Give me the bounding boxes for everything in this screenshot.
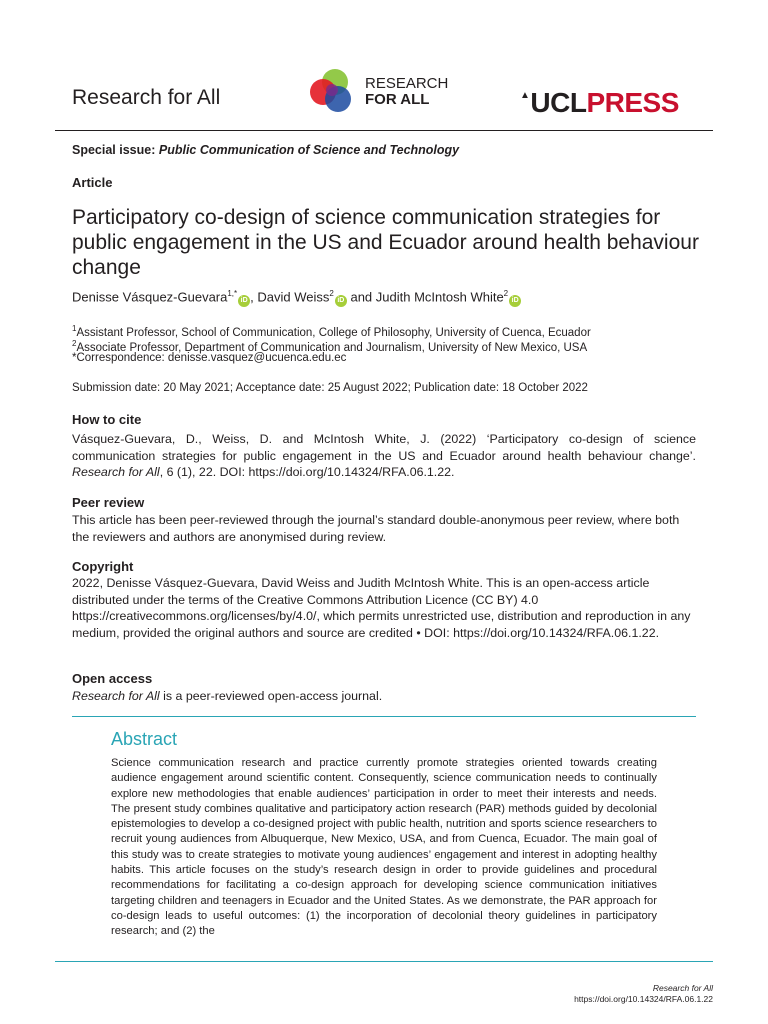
citation-journal: Research for All [72,465,160,479]
ucl-dome-icon: ▲ [520,90,530,101]
author-sup: 2 [503,289,509,298]
header-divider [55,130,713,131]
how-to-cite-text [72,431,696,481]
orcid-icon[interactable]: iD [238,295,250,307]
journal-name: Research for All [72,86,221,109]
article-title: Participatory co-design of science communication strategies for public engagement in the US and Ecuador around health behaviour change [72,206,699,279]
footer-doi[interactable]: https://doi.org/10.14324/RFA.06.1.22 [574,994,713,1004]
ucl-press-logo [520,80,679,119]
author-list [72,289,521,307]
open-access-text [72,688,696,705]
orcid-icon[interactable]: iD [335,295,347,307]
copyright-heading: Copyright [72,559,134,574]
open-access-journal: Research for All [72,689,160,703]
citation-text: Vásquez-Guevara, D., Weiss, D. and McIntosh White, J. (2022) ‘Participatory co-design of science communication strategies for public engagement in the US and Ecuador around health behaviour change’. [72,432,696,463]
author-sup: 2 [329,289,334,298]
circles-logo-icon [305,66,365,116]
logo-line-1: RESEARCH [365,75,449,92]
abstract-text: Science communication research and practice currently promote strategies oriented towards creating audience engagement around scientific content. Consequently, science communication needs to continually explore new methodologies that enable audiences’ participation in order to meet their interests and needs. The present study combines qualitative and participatory action research (PAR) methods guided by decolonial epistemologies to develop a co-designed project with public health, nutrition and sports science researchers to recruit young audiences from Albuquerque, New Mexico, USA, and from Cuenca, Ecuador. The main goal of this study was to create strategies to motivate young audiences’ engagement and interest in adopting healthy habits. This article focuses on the study’s research design in order to provide guidelines and procedural recommendations for facilitating a co-design approach for developing science communication initiatives targeting children and teenagers in Ecuador and the United States. As we demonstrate, the PAR approach for co-design leads to useful outcomes: (1) the incorporation of decolonial theory guidelines in participatory research; and (2) the [111,757,657,938]
affiliation-text: Assistant Professor, School of Communication, College of Philosophy, University of Cuenca, Ecuador [76,326,591,339]
orcid-icon[interactable]: iD [509,295,521,307]
affiliation-sup: 2 [72,339,77,348]
special-issue-label: Special issue: [72,143,156,157]
author-separator: , [250,289,258,305]
abstract-bottom-rule [55,961,713,962]
publication-dates: Submission date: 20 May 2021; Acceptance date: 25 August 2022; Publication date: 18 October 2022 [72,382,588,394]
affiliation-text: Associate Professor, Department of Communication and Journalism, University of New Mexico, USA [76,341,588,354]
press-text: PRESS [586,87,679,118]
open-access-description: is a peer-reviewed open-access journal. [159,689,383,703]
affiliation-sup: 1 [72,324,77,333]
abstract-heading: Abstract [111,729,178,749]
copyright-text: 2022, Denisse Vásquez-Guevara, David Weiss and Judith McIntosh White. This is an open-access article distributed under the terms of the Creative Commons Attribution Licence (CC BY) 4.0 https://creativecommons.org/licenses/by/4.0/, which permits unrestricted use, distribution and reproduction in any medium, provided the original authors and source are credited • DOI: https://doi.org/10.14324/RFA.06.1.22. [72,576,691,640]
citation-doi[interactable]: , 6 (1), 22. DOI: https://doi.org/10.14324/RFA.06.1.22. [159,465,455,479]
author-separator: and [346,289,376,305]
special-issue-name: Public Communication of Science and Technology [158,143,460,157]
page-footer [574,983,713,1005]
open-access-heading: Open access [72,671,153,686]
footer-journal: Research for All [652,983,713,993]
logo-line-2: FOR ALL [365,91,430,108]
article-type: Article [72,175,113,190]
special-issue [72,143,459,157]
author-name[interactable]: Judith McIntosh White [375,289,504,305]
correspondence-text[interactable]: *Correspondence: denisse.vasquez@ucuenca.edu.ec [72,352,347,364]
author-name[interactable]: Denisse Vásquez-Guevara [72,289,228,305]
peer-review-heading: Peer review [72,495,145,510]
author-name[interactable]: David Weiss [257,289,330,305]
ucl-text: UCL [530,87,587,118]
peer-review-text: This article has been peer-reviewed through the journal’s standard double-anonymous peer review, where both the reviewers and authors are anonymised during review. [72,513,680,544]
research-for-all-logo [305,66,455,116]
correspondence [72,351,702,366]
author-sup: 1,* [227,289,238,298]
how-to-cite-heading: How to cite [72,412,142,427]
abstract-top-rule [72,716,696,717]
